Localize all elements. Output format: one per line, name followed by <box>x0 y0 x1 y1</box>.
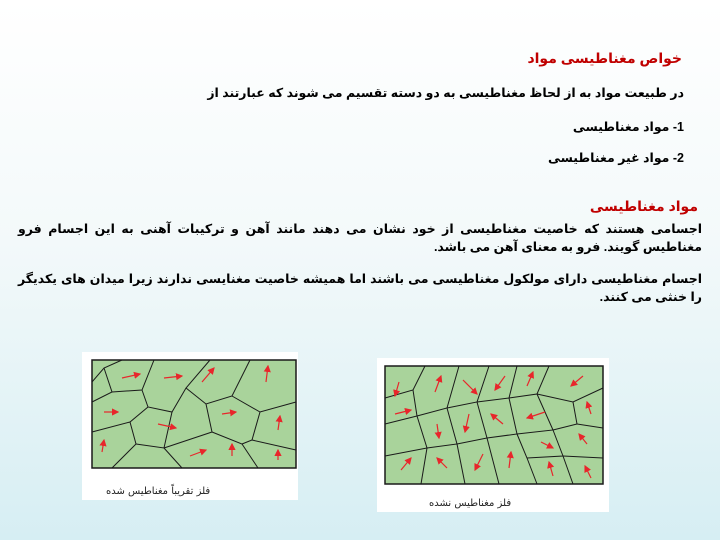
list-item-magnetic: 1- مواد مغناطیسی <box>572 120 684 134</box>
right-figure-caption: فلز مغناطیس نشده <box>429 498 512 509</box>
intro-text: در طبیعت مواد به از لحاظ مغناطیسی به دو دسته تقسیم می شوند که عبارتند از <box>207 86 684 100</box>
left-figure-caption: فلز تقریباً مغناطیس شده <box>106 486 211 497</box>
magnetized-domains-diagram <box>82 352 298 500</box>
magnetized-domains-figure <box>82 352 298 500</box>
section-title: مواد مغناطیسی <box>589 198 698 214</box>
unmagnetized-domains-figure <box>377 358 609 512</box>
unmagnetized-domains-diagram <box>377 358 609 512</box>
list-item-non-magnetic: 2- مواد غیر مغناطیسی <box>547 151 684 165</box>
domain-region <box>92 360 296 468</box>
explanation-paragraph: اجسام مغناطیسی دارای مولکول مغناطیسی می باشند اما همیشه خاصیت مغنایسی ندارند زیرا میدان های یکدیگر را خنثی می کنند. <box>18 272 702 304</box>
page-title: خواص مغناطیسی مواد <box>527 50 682 66</box>
definition-paragraph: اجسامی هستند که خاصیت مغناطیسی از خود نشان می دهند مانند آهن و ترکیبات آهنی به این اجسام فرو مغناطیس گویند. فرو به معنای آهن می باشد. <box>18 222 702 254</box>
